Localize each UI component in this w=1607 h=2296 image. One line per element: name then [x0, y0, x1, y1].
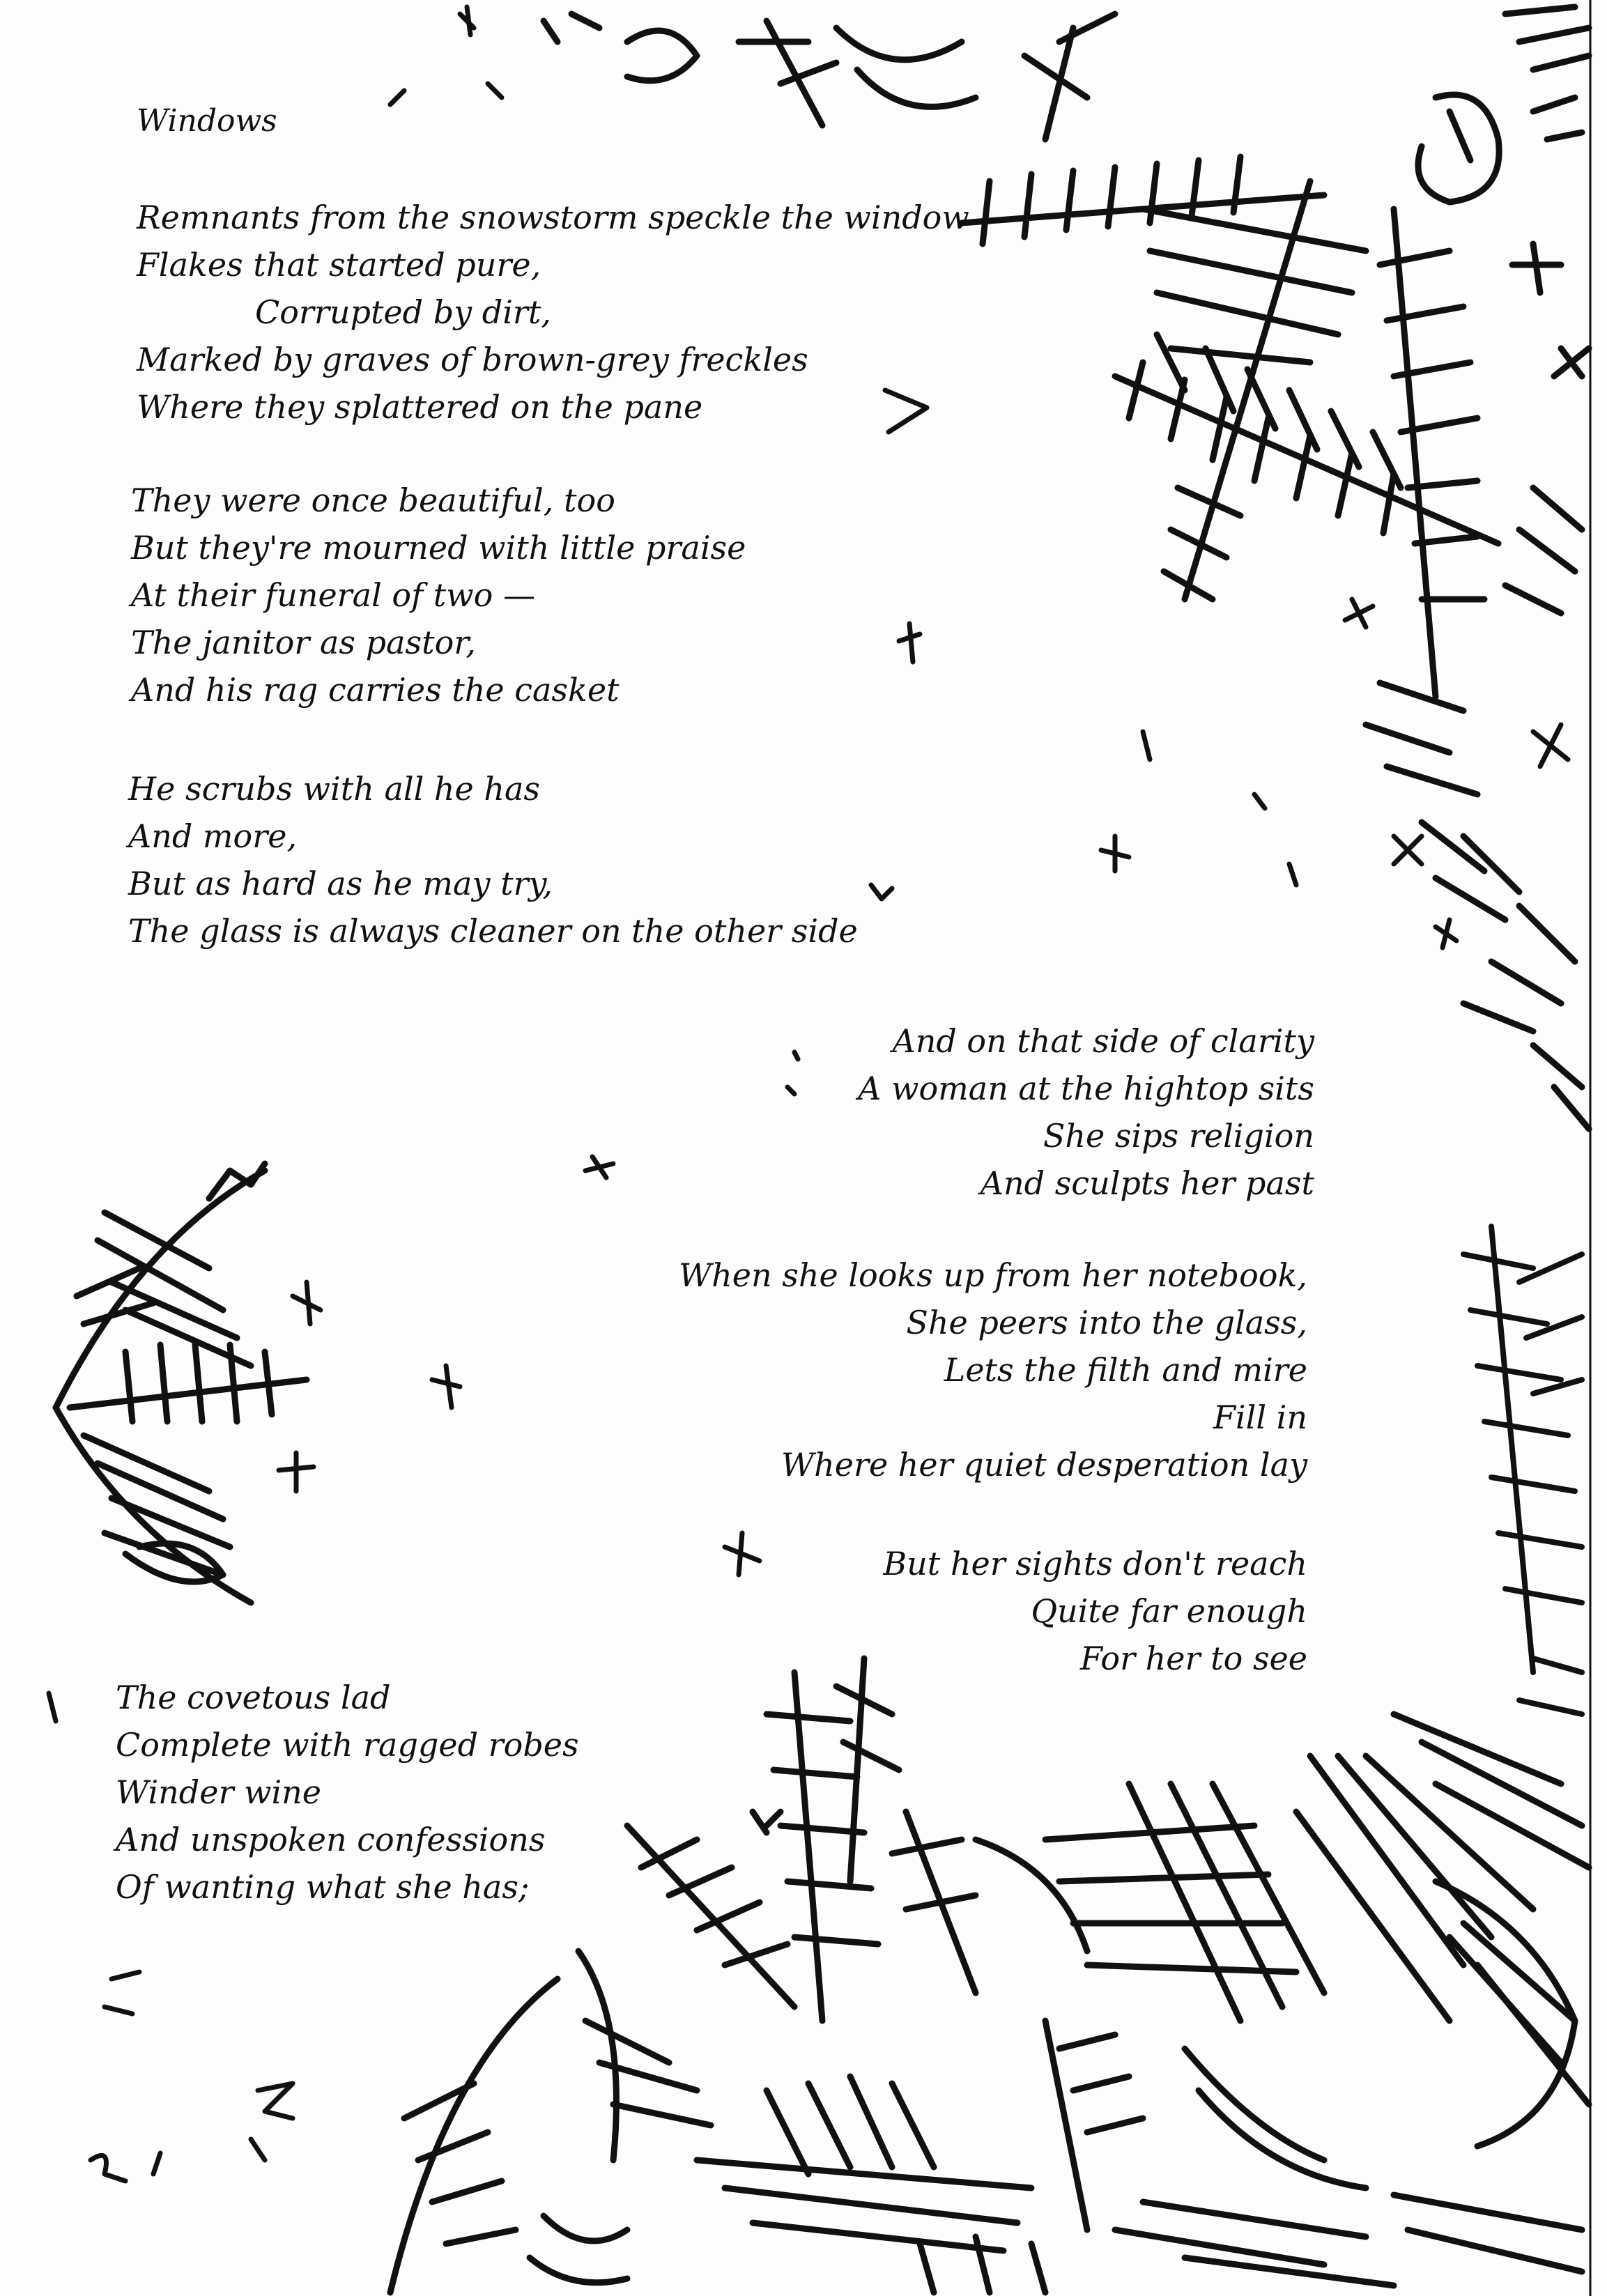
poem-line: They were once beautiful, too: [131, 481, 615, 519]
poem-line: When she looks up from her notebook,: [678, 1256, 1307, 1294]
poem-line: Marked by graves of brown-grey freckles: [137, 341, 808, 378]
poem-line: Corrupted by dirt,: [255, 293, 552, 331]
stanza-4: [858, 1017, 1314, 1207]
poem-line: Flakes that started pure,: [137, 246, 541, 284]
poem-line: The covetous lad: [116, 1679, 391, 1716]
poem-line: The glass is always cleaner on the other side: [128, 912, 858, 950]
poem-line: A woman at the hightop sits: [858, 1070, 1314, 1107]
stanza-2: [131, 477, 746, 714]
poem-line: The janitor as pastor,: [131, 624, 476, 661]
stanza-6: [883, 1540, 1307, 1682]
poem-line: She peers into the glass,: [906, 1304, 1307, 1341]
poem-line: Where they splattered on the pane: [137, 388, 703, 426]
poem-line: But they're mourned with little praise: [131, 529, 746, 567]
poem-line: Of wanting what she has;: [116, 1868, 530, 1906]
poem-line: Where her quiet desperation lay: [781, 1446, 1307, 1484]
stanza-3: [128, 765, 858, 955]
poem-line: He scrubs with all he has: [128, 770, 541, 808]
left-pine-cluster: [56, 1164, 307, 1603]
poem-line: Fill in: [1213, 1399, 1307, 1436]
poem-title: Windows: [137, 103, 277, 139]
stanza-5: [679, 1251, 1307, 1488]
poem-line: Lets the filth and mire: [944, 1351, 1307, 1389]
poem-line: And more,: [128, 817, 298, 855]
poem-line: And on that side of clarity: [892, 1022, 1314, 1060]
stanza-1: [137, 194, 969, 431]
stanza-7: [116, 1674, 579, 1911]
poem-line: And sculpts her past: [980, 1164, 1314, 1202]
right-middle-branches: [1463, 1226, 1582, 1714]
poem-line: Remnants from the snowstorm speckle the window: [137, 199, 969, 236]
poem-line: Winder wine: [116, 1773, 322, 1811]
poem-line: But her sights don't reach: [883, 1545, 1307, 1582]
poem-line: For her to see: [1079, 1640, 1307, 1677]
poem-line: At their funeral of two —: [131, 576, 535, 614]
poem-line: Quite far enough: [1031, 1592, 1307, 1630]
poem-line: And his rag carries the casket: [131, 671, 620, 709]
poem-line: Complete with ragged robes: [116, 1726, 579, 1764]
poem-line: She sips religion: [1043, 1117, 1314, 1155]
poem-line: And unspoken confessions: [116, 1821, 546, 1858]
poem-line: But as hard as he may try,: [128, 865, 553, 902]
